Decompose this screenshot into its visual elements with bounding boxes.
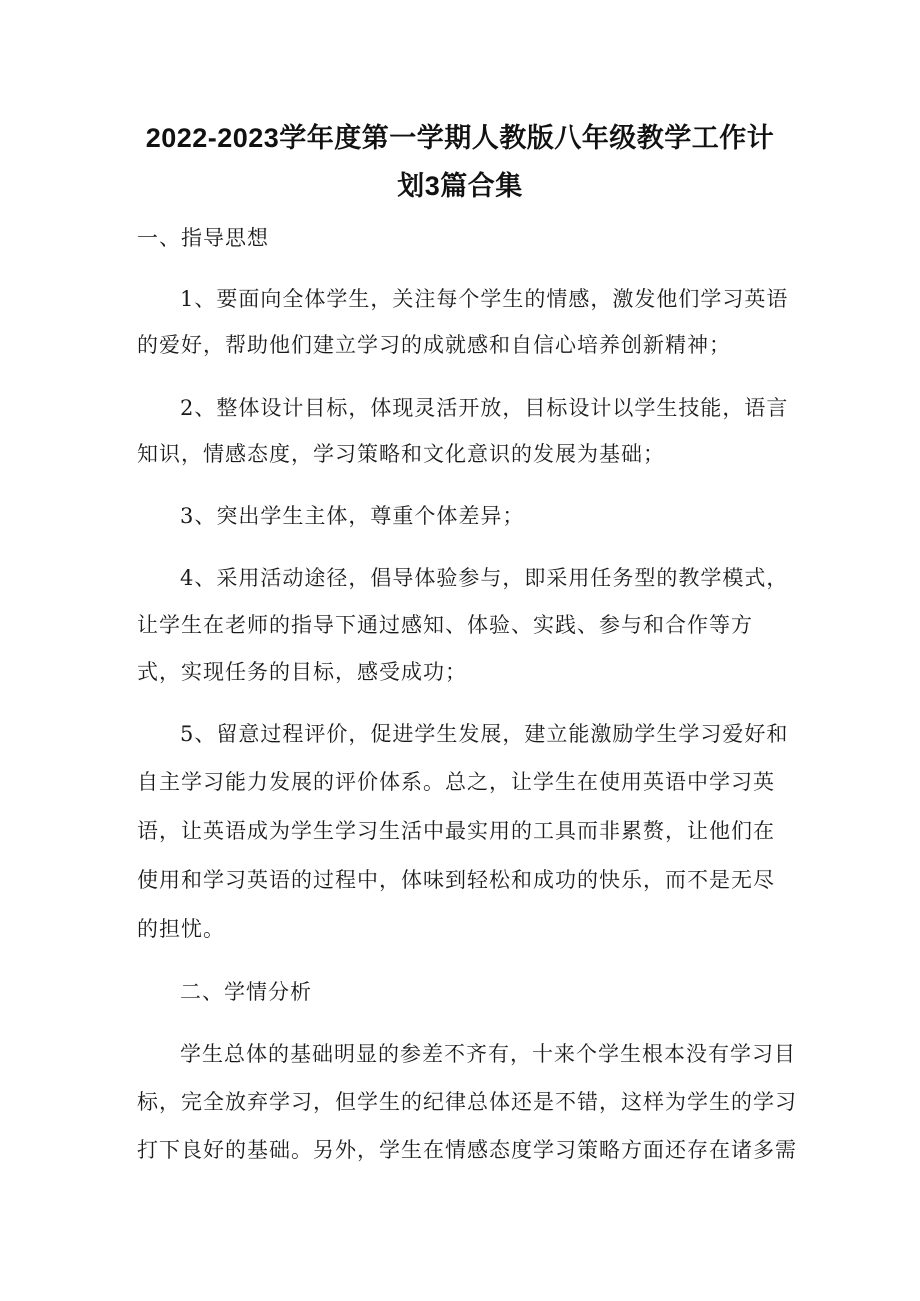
paragraph-line: 4、采用活动途径，倡导体验参与，即采用任务型的教学模式， — [180, 566, 789, 590]
paragraph-line: 语，让英语成为学生学习生活中最实用的工具而非累赘，让他们在 — [137, 819, 775, 843]
paragraph-line: 标，完全放弃学习，但学生的纪律总体还是不错，这样为学生的学习 — [137, 1090, 797, 1114]
paragraph-line: 使用和学习英语的过程中，体味到轻松和成功的快乐，而不是无尽 — [137, 868, 775, 892]
paragraph-line: 知识，情感态度，学习策略和文化意识的发展为基础； — [137, 442, 665, 466]
section-heading-guiding-ideology: 一、指导思想 — [137, 226, 269, 250]
paragraph-line: 的担忧。 — [137, 917, 225, 941]
paragraph-line: 式，实现任务的目标，感受成功； — [137, 660, 467, 684]
paragraph-line: 的爱好，帮助他们建立学习的成就感和自信心培养创新精神； — [137, 333, 731, 357]
paragraph-line: 1、要面向全体学生，关注每个学生的情感，激发他们学习英语 — [180, 287, 789, 311]
document-title-line-1: 2022-2023学年度第一学期人教版八年级教学工作计 — [145, 123, 775, 153]
paragraph-line: 打下良好的基础。另外，学生在情感态度学习策略方面还存在诸多需 — [137, 1138, 797, 1162]
document-title-line-2: 划3篇合集 — [397, 171, 523, 201]
paragraph-line: 学生总体的基础明显的参差不齐有，十来个学生根本没有学习目 — [180, 1042, 796, 1066]
paragraph-line: 5、留意过程评价，促进学生发展，建立能激励学生学习爱好和 — [180, 722, 789, 746]
paragraph-line: 让学生在老师的指导下通过感知、体验、实践、参与和合作等方 — [137, 613, 753, 637]
paragraph-line: 2、整体设计目标，体现灵活开放，目标设计以学生技能，语言 — [180, 396, 789, 420]
paragraph-line: 3、突出学生主体，尊重个体差异； — [180, 504, 525, 528]
section-heading-student-analysis: 二、学情分析 — [180, 980, 312, 1004]
paragraph-line: 自主学习能力发展的评价体系。总之，让学生在使用英语中学习英 — [137, 770, 775, 794]
